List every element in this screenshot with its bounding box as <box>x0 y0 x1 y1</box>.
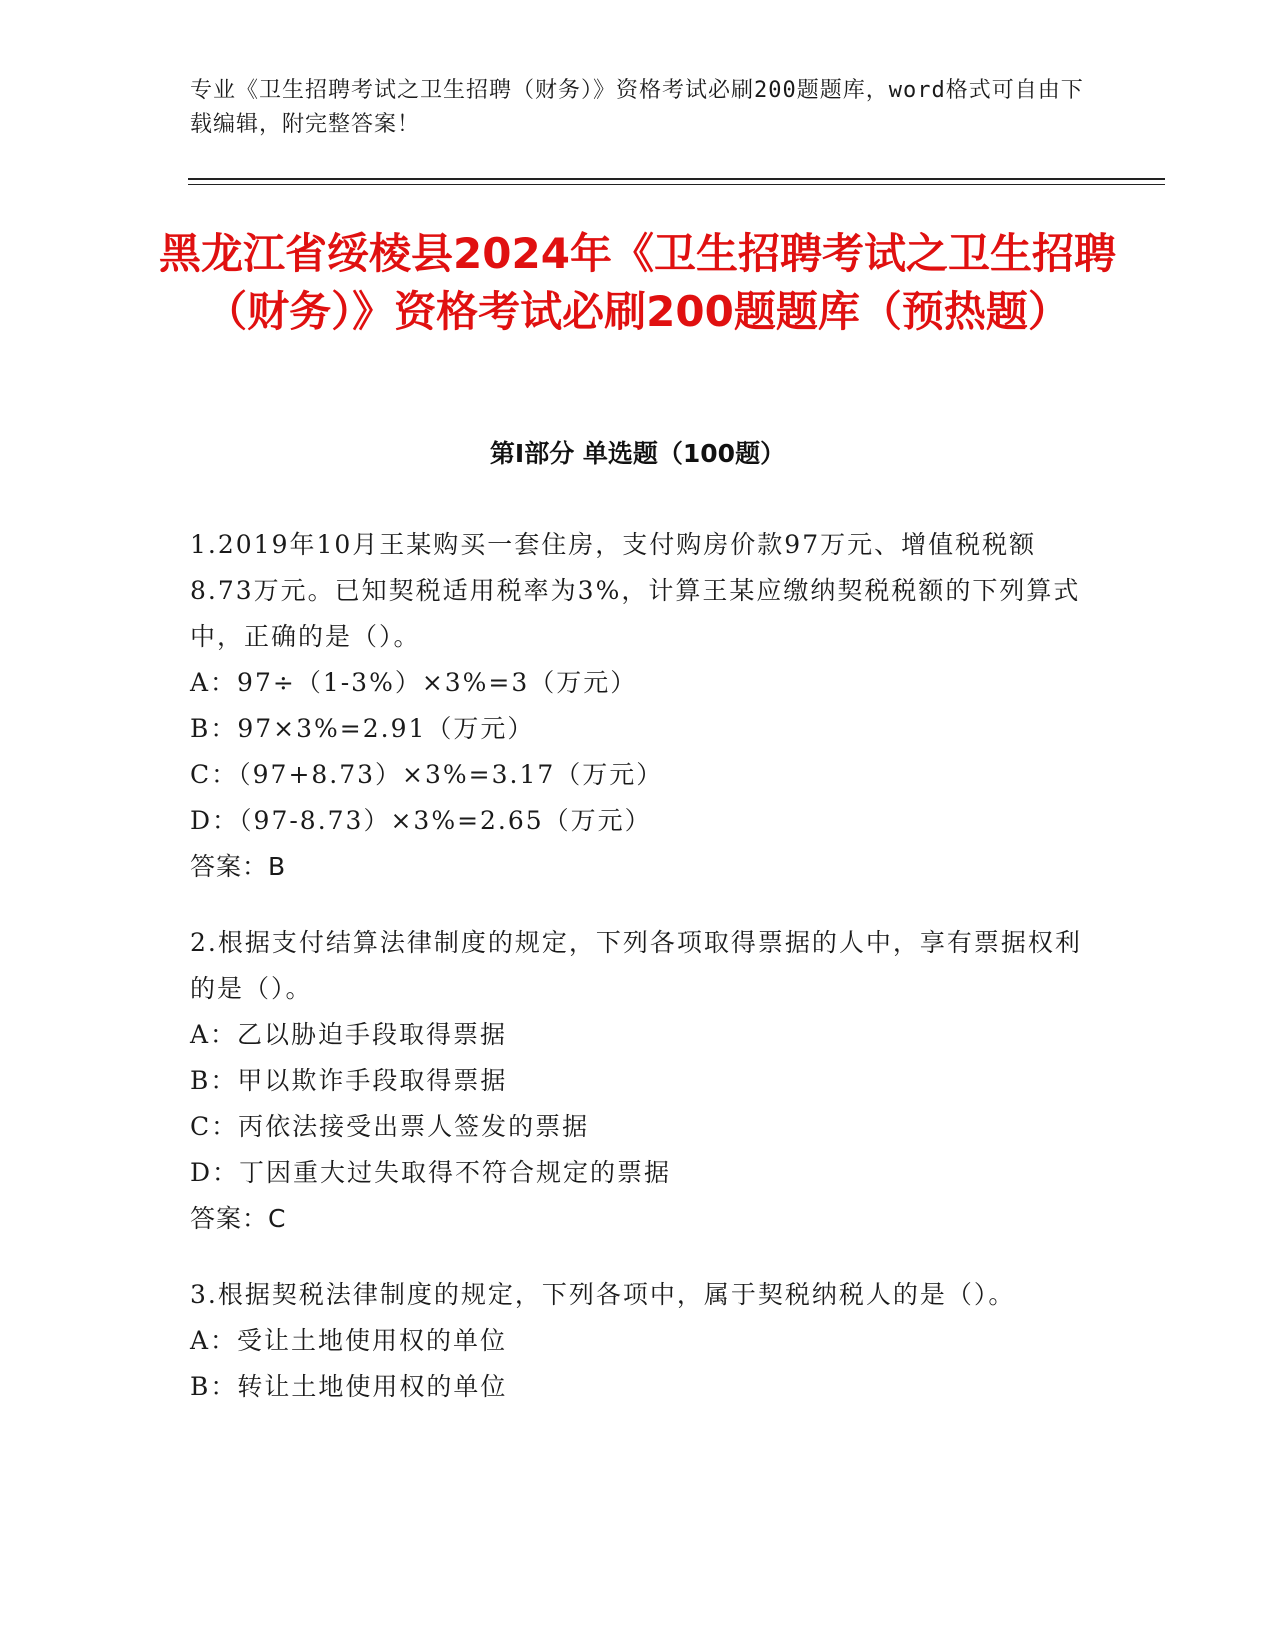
answer: 答案：B <box>190 852 287 881</box>
option-b: B：甲以欺诈手段取得票据 <box>190 1066 508 1095</box>
header-note: 专业《卫生招聘考试之卫生招聘（财务）》资格考试必刷200题题库，word格式可自由下载编辑，附完整答案！ <box>190 78 1084 137</box>
option-a: A：乙以胁迫手段取得票据 <box>190 1020 508 1049</box>
option-c: C：（97+8.73）×3%=3.17（万元） <box>190 760 664 789</box>
header-divider-thick <box>188 178 1165 180</box>
option-a: A：受让土地使用权的单位 <box>190 1326 508 1355</box>
answer: 答案：C <box>190 1204 287 1233</box>
question-stem: 1.2019年10月王某购买一套住房，支付购房价款97万元、增值税税额8.73万元。已知契税适用税率为3%，计算王某应缴纳契税税额的下列算式中，正确的是（）。 <box>190 530 1081 651</box>
question-3 <box>190 1272 1090 1410</box>
question-list <box>190 522 1090 1440</box>
option-b: B：转让土地使用权的单位 <box>190 1372 508 1401</box>
option-b: B：97×3%=2.91（万元） <box>190 714 535 743</box>
option-c: C：丙依法接受出票人签发的票据 <box>190 1112 590 1141</box>
question-1 <box>190 522 1090 890</box>
question-stem: 2.根据支付结算法律制度的规定，下列各项取得票据的人中，享有票据权利的是（）。 <box>190 928 1082 1003</box>
section-heading: 第Ⅰ部分 单选题（100题） <box>489 439 786 468</box>
option-a: A：97÷（1-3%）×3%=3（万元） <box>190 668 638 697</box>
option-d: D：（97-8.73）×3%=2.65（万元） <box>190 806 652 835</box>
question-2 <box>190 920 1090 1242</box>
option-d: D：丁因重大过失取得不符合规定的票据 <box>190 1158 672 1187</box>
document-title: 黑龙江省绥棱县2024年《卫生招聘考试之卫生招聘（财务）》资格考试必刷200题题库（预热题） <box>159 229 1116 336</box>
header-divider-thin <box>188 184 1165 185</box>
question-stem: 3.根据契税法律制度的规定，下列各项中，属于契税纳税人的是（）。 <box>190 1280 1016 1309</box>
